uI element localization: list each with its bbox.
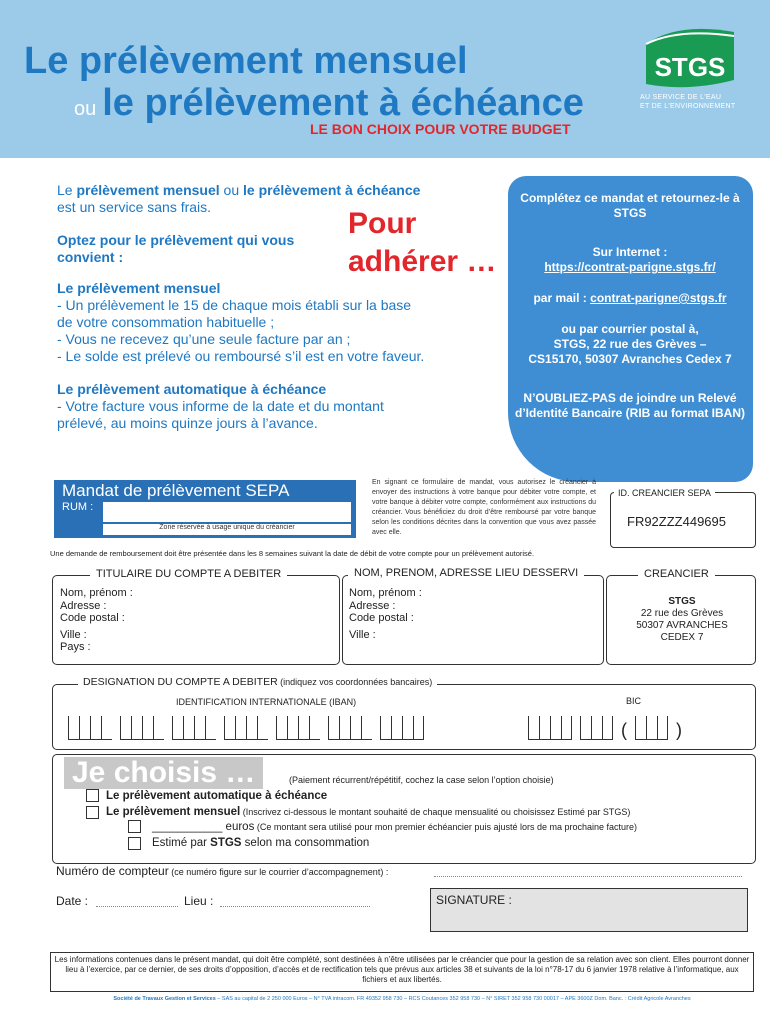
estimate-a: Estimé par (152, 837, 211, 849)
page-subtitle (74, 82, 584, 125)
refund-notice: Une demande de remboursement doit être présentée dans les 8 semaines suivant la date de débit de votre compte pour un prélèvement autorisé. (50, 549, 535, 558)
mail-link[interactable]: contrat-parigne@stgs.fr (590, 291, 727, 305)
option-echeance-label: Le prélèvement automatique à échéance (106, 790, 328, 802)
holder-address-field[interactable]: Adresse : (60, 599, 107, 612)
served-city-field[interactable]: Ville : (349, 628, 376, 641)
option-echeance-checkbox[interactable] (86, 789, 99, 802)
holder-city-field[interactable]: Ville : (60, 628, 87, 641)
bic-group[interactable] (580, 716, 613, 740)
option-mensuel-title: Le prélèvement mensuel (106, 806, 241, 818)
privacy-text: Les informations contenues dans le présent mandat, qui doit être complété, sont destinées à n’être utilisées par le créancier que pour la gestion de sa relation avec son client. Elles pourront donner lieu à l’exercice, par ce dernier, de ses droits d’opposition, d’accès et de rectification tels que prévus aux articles 38 et suivants de la loi n°78-17 du 6 janvier 1978 relative à l’informatique, aux fichiers et aux libertés. (54, 955, 750, 984)
intro-p3-l3: - Le solde est prélevé ou remboursé s’il est en votre faveur. (57, 348, 425, 364)
amount-unit: euros (222, 821, 255, 833)
intro-p4-title: Le prélèvement automatique à échéance (57, 381, 327, 397)
internet-label: Sur Internet : (592, 245, 668, 259)
date-label: Date : (56, 894, 89, 908)
amount-line (152, 821, 637, 833)
option-mensuel-note: (Inscrivez ci-dessous le montant souhaité de chaque mensualité ou choisissez Estimé par STGS) (240, 807, 631, 817)
logo-caption-line2: ET DE L'ENVIRONNEMENT (640, 103, 736, 110)
pour-text: Pour (348, 207, 417, 240)
served-name-field[interactable]: Nom, prénom : (349, 587, 422, 599)
bic-input[interactable] (528, 716, 682, 740)
sepa-title: Mandat de prélèvement SEPA (62, 481, 290, 500)
intro-p2: Optez pour le prélèvement qui vous convient : (57, 232, 295, 265)
meter-note: (ce numéro figure sur le courrier d’accompagnement) : (168, 867, 389, 877)
iban-input[interactable] (68, 716, 424, 740)
place-field[interactable] (220, 906, 370, 907)
intro-p1-b: prélèvement mensuel (76, 182, 220, 198)
estimate-checkbox[interactable] (128, 837, 141, 850)
sepa-legal-text: En signant ce formulaire de mandat, vous autorisez le créancier à envoyer des instructions à votre banque pour débiter votre compte, et votre banque à débiter votre compte, conformément aux instructions du créancier. Vous bénéficiez du droit d’être remboursé par votre banque selon les conditions décrites dans la convention que vous avez passée avec elle. (372, 479, 596, 536)
intro-p1-e: est un service sans frais. (57, 199, 212, 215)
creditor-address (616, 596, 748, 644)
iban-group[interactable] (380, 716, 424, 740)
logo-text: STGS (654, 52, 726, 82)
bank-account-title: DESIGNATION DU COMPTE A DEBITER (83, 676, 278, 688)
rum-label: RUM : (62, 501, 94, 513)
creditor-id-label: ID. CREANCIER SEPA (614, 488, 715, 498)
holder-name-field[interactable]: Nom, prénom : (60, 587, 133, 599)
creditor-id-value: FR92ZZZ449695 (627, 514, 726, 529)
pour-adherer-callout (348, 205, 496, 281)
amount-field[interactable]: ___________ (152, 821, 223, 833)
intro-p4 (57, 381, 427, 432)
creditor-line2: 50307 AVRANCHES (636, 620, 728, 631)
bic-open-paren: ( (621, 720, 627, 740)
served-address-field[interactable]: Adresse : (349, 599, 396, 612)
internet-link[interactable]: https://contrat-parigne.stgs.fr/ (544, 260, 716, 274)
meter-number-field[interactable] (434, 876, 742, 877)
holder-postcode-field[interactable]: Code postal : (60, 612, 125, 624)
holder-fields (60, 587, 133, 654)
intro-p1-d: le prélèvement à échéance (243, 182, 421, 198)
choice-title: Je choisis … (64, 757, 263, 789)
intro-p1-a: Le (57, 182, 77, 198)
rum-field[interactable] (103, 502, 351, 522)
iban-label: IDENTIFICATION INTERNATIONALE (IBAN) (176, 697, 357, 707)
iban-group[interactable] (120, 716, 164, 740)
intro-p4-l1: - Votre facture vous informe de la date et du montant prélevé, au moins quinze jours à l’avance. (57, 398, 384, 431)
post-line3: CS15170, 50307 Avranches Cedex 7 (528, 352, 732, 366)
bubble-instructions: Complétez ce mandat et retournez-le à STGS (520, 191, 740, 220)
company-name: Société de Travaux Gestion et Services (113, 996, 216, 1002)
bic-label: BIC (626, 696, 642, 706)
amount-checkbox[interactable] (128, 820, 141, 833)
choice-note: (Paiement récurrent/répétitif, cochez la case selon l’option choisie) (289, 775, 554, 785)
meter-label: Numéro de compteur (56, 864, 169, 878)
title-line2: le prélèvement à échéance (102, 82, 584, 124)
intro-p1-c: ou (219, 182, 243, 198)
iban-group[interactable] (68, 716, 112, 740)
iban-group[interactable] (224, 716, 268, 740)
estimate-c: selon ma consommation (241, 837, 370, 849)
logo-caption-line1: AU SERVICE DE L'EAU (640, 94, 722, 101)
served-fields (349, 587, 422, 641)
post-line2: STGS, 22 rue des Grèves – (553, 337, 707, 351)
title-or: ou (74, 98, 97, 120)
iban-group[interactable] (328, 716, 372, 740)
bic-close-paren: ) (676, 720, 682, 740)
holder-country-field[interactable]: Pays : (60, 641, 91, 653)
creditor-line3: CEDEX 7 (660, 632, 704, 643)
creditor-name: STGS (668, 596, 696, 607)
meter-number-label (56, 864, 388, 878)
company-details: – SAS au capital de 2 250 000 Euros – N° TVA intracom. FR 49352 958 730 – RCS Coutances 352 958 730 – N° SIRET 352 958 730 00017 – APE 3600Z Dom. Banc. : Crédit Agricole Avranches (215, 996, 691, 1002)
logo-caption (640, 93, 735, 111)
estimate-b: STGS (210, 837, 242, 849)
date-field[interactable] (96, 906, 178, 907)
rum-note: Zone réservée à usage unique du créancier (103, 524, 351, 535)
contact-text (512, 191, 748, 421)
estimate-label (152, 837, 369, 849)
holder-heading: TITULAIRE DU COMPTE A DEBITER (90, 568, 287, 580)
option-mensuel-checkbox[interactable] (86, 806, 99, 819)
amount-note: (Ce montant sera utilisé pour mon premier échéancier puis ajusté lors de ma prochaine facture) (254, 822, 638, 832)
bank-account-heading (78, 676, 437, 688)
mail-label: par mail : (533, 291, 591, 305)
creditor-line1: 22 rue des Grèves (640, 608, 724, 619)
place-label: Lieu : (184, 894, 214, 908)
company-footer (50, 996, 754, 1002)
intro-p3-l2: - Vous ne recevez qu’une seule facture par an ; (57, 331, 351, 347)
bank-account-note: (indiquez vos coordonnées bancaires) (277, 677, 433, 687)
iban-group[interactable] (276, 716, 320, 740)
signature-label: SIGNATURE : (436, 893, 512, 907)
bic-group[interactable] (635, 716, 668, 740)
post-line1: ou par courrier postal à, (561, 322, 699, 336)
tagline: LE BON CHOIX POUR VOTRE BUDGET (310, 121, 571, 137)
bic-group[interactable] (528, 716, 572, 740)
rib-reminder: N’OUBLIEZ-PAS de joindre un Relevé d’Identité Bancaire (RIB au format IBAN) (514, 391, 746, 420)
intro-p3 (57, 280, 427, 365)
creditor-heading: CREANCIER (638, 568, 715, 580)
intro-p3-l1: - Un prélèvement le 15 de chaque mois établi sur la base de votre consommation habituelle ; (57, 297, 412, 330)
option-mensuel-label (106, 806, 630, 818)
iban-group[interactable] (172, 716, 216, 740)
intro-p3-title: Le prélèvement mensuel (57, 280, 221, 296)
served-heading: NOM, PRENOM, ADRESSE LIEU DESSERVI (348, 567, 584, 579)
served-postcode-field[interactable]: Code postal : (349, 612, 414, 624)
adherer-text: adhérer … (348, 245, 497, 278)
page-title: Le prélèvement mensuel (24, 40, 468, 82)
